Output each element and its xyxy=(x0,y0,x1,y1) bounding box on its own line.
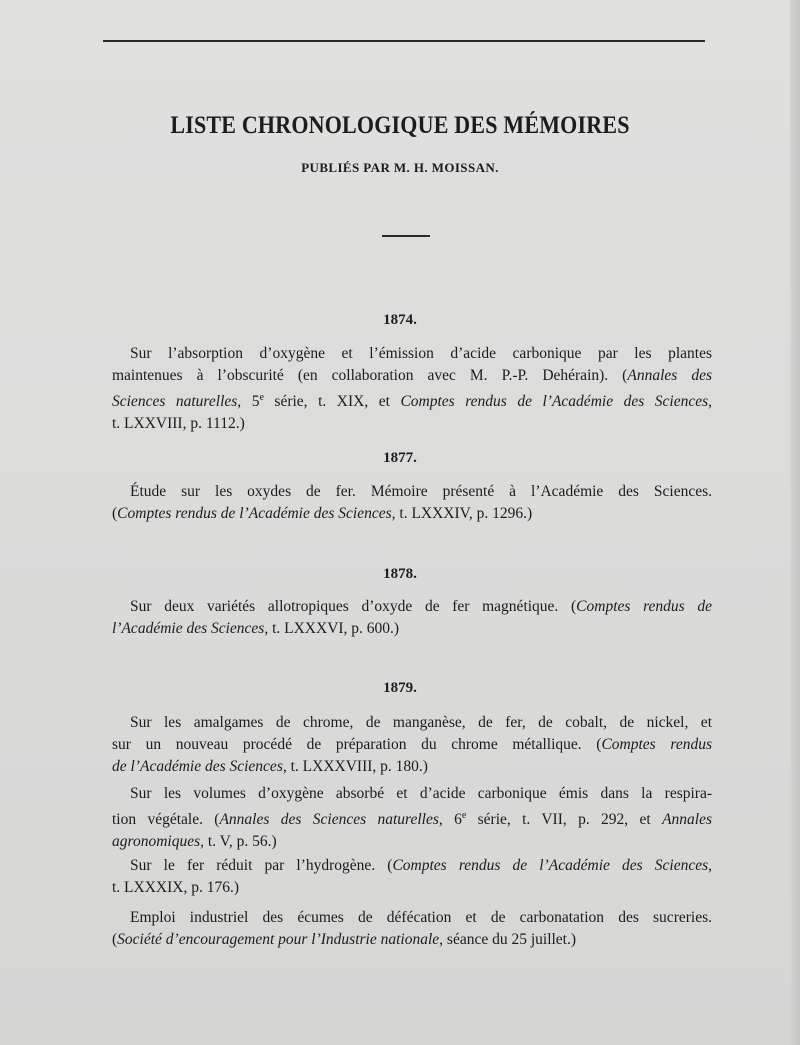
entry-line: (Comptes rendus de l’Académie des Sciences, t. LXXXIV, p. 1296.) xyxy=(112,505,533,522)
memoir-entry xyxy=(112,343,712,435)
year-heading: 1878. xyxy=(383,566,417,582)
memoir-entry xyxy=(112,907,712,951)
entry-line: Étude sur les oxydes de fer. Mémoire présenté à l’Académie des Sciences. xyxy=(130,483,712,500)
entry-line: Sur les volumes d’oxygène absorbé et d’acide carbonique émis dans la respira- xyxy=(130,785,712,802)
italic-citation: l’Académie des Sciences, xyxy=(112,620,269,637)
year-heading: 1874. xyxy=(383,312,417,328)
italic-citation: Société d’encouragement pour l’Industrie nationale, xyxy=(117,931,444,948)
italic-citation: agronomiques, xyxy=(112,833,204,851)
memoir-entry xyxy=(112,481,712,525)
italic-citation: Comptes rendus de l’Académie des Sciences, xyxy=(392,857,712,874)
entry-line: de l’Académie des Sciences, t. LXXXVIII, p. 180.) xyxy=(112,758,428,775)
italic-citation: Annales des Sciences naturelles, xyxy=(219,811,443,829)
entry-line: Emploi industriel des écumes de défécation et de carbonatation des sucreries. xyxy=(130,909,712,926)
entry-line: tion végétale. (Annales des Sciences naturelles, 6e série, t. VII, p. 292, et Annales xyxy=(112,810,712,829)
entry-line: t. LXXVIII, p. 1112.) xyxy=(112,415,245,433)
superscript: e xyxy=(461,810,467,821)
entry-line: Sur deux variétés allotropiques d’oxyde de fer magnétique. (Comptes rendus de xyxy=(130,598,713,615)
entry-line: agronomiques, t. V, p. 56.) xyxy=(112,833,277,851)
entry-line: sur un nouveau procédé de préparation du chrome métallique. (Comptes rendus xyxy=(112,736,712,753)
entry-line: (Société d’encouragement pour l’Industrie nationale, séance du 25 juillet.) xyxy=(112,931,577,948)
italic-citation: Annales des xyxy=(627,367,712,384)
memoir-entry xyxy=(112,712,712,778)
entry-line: Sur le fer réduit par l’hydrogène. (Comptes rendus de l’Académie des Sciences, xyxy=(130,857,712,874)
italic-citation: Comptes rendus de xyxy=(576,598,713,615)
italic-citation: Sciences naturelles, xyxy=(112,393,242,411)
italic-citation: de l’Académie des Sciences, xyxy=(112,758,287,775)
italic-citation: Annales xyxy=(662,811,712,829)
memoir-entry xyxy=(112,783,712,853)
entry-line: Sur l’absorption d’oxygène et l’émission d’acide carbonique par les plantes xyxy=(130,345,712,362)
entry-line: l’Académie des Sciences, t. LXXXVI, p. 600.) xyxy=(112,620,400,637)
entry-line: t. LXXXIX, p. 176.) xyxy=(112,879,239,896)
memoir-entry xyxy=(112,855,712,899)
entry-line: Sciences naturelles, 5e série, t. XIX, et Comptes rendus de l’Académie des Sciences, xyxy=(112,392,713,411)
year-heading: 1877. xyxy=(383,450,417,466)
italic-citation: Comptes rendus xyxy=(601,736,712,753)
year-heading: 1879. xyxy=(383,680,417,696)
memoir-entry xyxy=(112,596,712,640)
header-rule xyxy=(103,40,705,42)
entry-line: Sur les amalgames de chrome, de manganèse, de fer, de cobalt, de nickel, et xyxy=(130,714,712,731)
italic-citation: Comptes rendus de l’Académie des Sciences, xyxy=(400,393,713,411)
page-subtitle: PUBLIÉS PAR M. H. MOISSAN. xyxy=(301,160,499,175)
superscript: e xyxy=(259,392,264,403)
page-title: LISTE CHRONOLOGIQUE DES MÉMOIRES xyxy=(170,110,630,139)
section-divider xyxy=(382,235,430,237)
italic-citation: Comptes rendus de l’Académie des Sciences, xyxy=(117,505,396,522)
entry-line: maintenues à l’obscurité (en collaboration avec M. P.-P. Dehérain). (Annales des xyxy=(112,367,712,384)
page-edge xyxy=(790,0,800,1045)
